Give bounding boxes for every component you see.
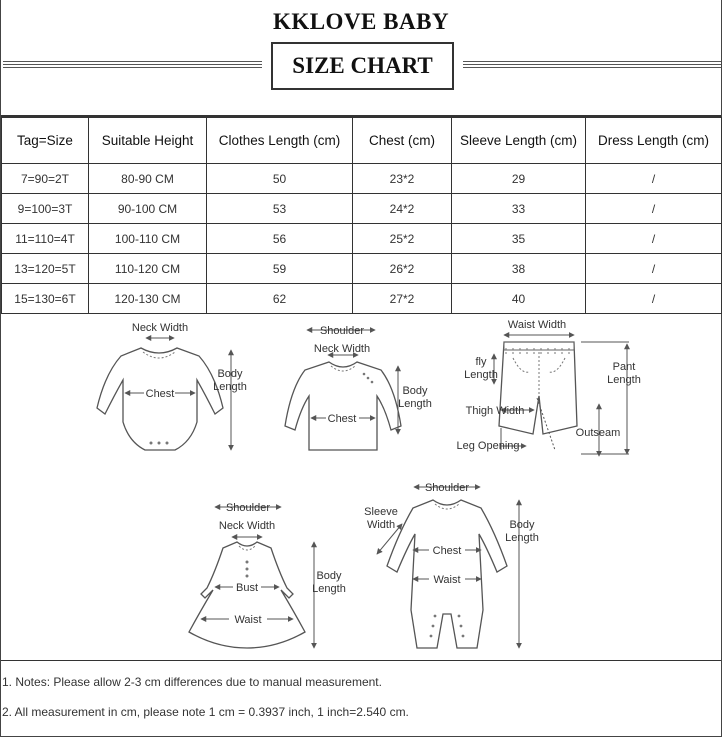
shirt-neck-width-label: Neck Width bbox=[313, 343, 371, 355]
table-cell: 27*2 bbox=[353, 284, 452, 314]
table-header-row bbox=[2, 118, 722, 164]
table-row bbox=[2, 164, 722, 194]
table-cell: / bbox=[586, 254, 722, 284]
column-header: Suitable Height bbox=[89, 118, 207, 164]
pants-waist-width-label: Waist Width bbox=[507, 319, 567, 331]
romper-shoulder-label: Shoulder bbox=[424, 482, 470, 494]
column-header: Sleeve Length (cm) bbox=[452, 118, 586, 164]
dress-length-label: Length bbox=[312, 583, 346, 595]
table-cell: 26*2 bbox=[353, 254, 452, 284]
column-header: Tag=Size bbox=[2, 118, 89, 164]
dress-neck-width-label: Neck Width bbox=[218, 520, 276, 532]
table-cell: 25*2 bbox=[353, 224, 452, 254]
romper-sleeve-label: Sleeve bbox=[364, 506, 398, 518]
header bbox=[1, 0, 721, 117]
table-cell: 7=90=2T bbox=[2, 164, 89, 194]
brand-name: KKLOVE BABY bbox=[272, 9, 450, 34]
column-header: Clothes Length (cm) bbox=[207, 118, 353, 164]
dress-shoulder-label: Shoulder bbox=[225, 502, 271, 514]
notes-section bbox=[1, 667, 721, 727]
romper-illustration bbox=[377, 487, 519, 648]
table-row bbox=[2, 224, 722, 254]
pants-pant-length-label: Length bbox=[607, 374, 641, 386]
bodysuit-neck-width-label: Neck Width bbox=[131, 322, 189, 334]
decorative-rule-right bbox=[463, 61, 721, 68]
table-cell: 120-130 CM bbox=[89, 284, 207, 314]
pants-fly-length-label: Length bbox=[464, 369, 498, 381]
shirt-chest-label: Chest bbox=[327, 413, 357, 425]
table-cell: 15=130=6T bbox=[2, 284, 89, 314]
table-cell: 56 bbox=[207, 224, 353, 254]
pants-outseam-label: Outseam bbox=[575, 427, 621, 439]
table-cell: 33 bbox=[452, 194, 586, 224]
dress-bust-label: Bust bbox=[235, 582, 259, 594]
pants-leg-opening-label: Leg Opening bbox=[456, 440, 520, 452]
table-cell: 29 bbox=[452, 164, 586, 194]
column-header: Chest (cm) bbox=[353, 118, 452, 164]
table-row bbox=[2, 254, 722, 284]
table-cell: 100-110 CM bbox=[89, 224, 207, 254]
table-cell: 80-90 CM bbox=[89, 164, 207, 194]
pants-pant-label: Pant bbox=[612, 361, 636, 373]
table-cell: 59 bbox=[207, 254, 353, 284]
garment-illustrations bbox=[1, 314, 721, 660]
romper-length-label: Length bbox=[505, 532, 539, 544]
table-cell: 23*2 bbox=[353, 164, 452, 194]
dress-waist-label: Waist bbox=[234, 614, 262, 626]
bodysuit-length-label: Length bbox=[213, 381, 247, 393]
table-cell: 50 bbox=[207, 164, 353, 194]
romper-chest-label: Chest bbox=[432, 545, 462, 557]
shirt-shoulder-label: Shoulder bbox=[319, 325, 365, 337]
table-cell: 38 bbox=[452, 254, 586, 284]
table-cell: 9=100=3T bbox=[2, 194, 89, 224]
table-cell: 110-120 CM bbox=[89, 254, 207, 284]
column-header: Dress Length (cm) bbox=[586, 118, 722, 164]
table-cell: 62 bbox=[207, 284, 353, 314]
dress-body-label: Body bbox=[316, 570, 342, 582]
table-cell: 24*2 bbox=[353, 194, 452, 224]
romper-waist-label: Waist bbox=[433, 574, 461, 586]
measurement-diagram bbox=[1, 314, 721, 661]
shirt-length-label: Length bbox=[398, 398, 432, 410]
table-cell: 11=110=4T bbox=[2, 224, 89, 254]
romper-body-label: Body bbox=[509, 519, 535, 531]
bodysuit-body-label: Body bbox=[217, 368, 243, 380]
size-table bbox=[1, 117, 722, 314]
table-cell: 53 bbox=[207, 194, 353, 224]
size-chart-title: SIZE CHART bbox=[271, 42, 454, 90]
bodysuit-chest-label: Chest bbox=[145, 388, 175, 400]
table-cell: / bbox=[586, 194, 722, 224]
table-cell: 35 bbox=[452, 224, 586, 254]
note-unit-conversion: 2. All measurement in cm, please note 1 cm = 0.3937 inch, 1 inch=2.540 cm. bbox=[2, 705, 409, 719]
pants-thigh-width-label: Thigh Width bbox=[465, 405, 525, 417]
note-manual-measurement: 1. Notes: Please allow 2-3 cm differences due to manual measurement. bbox=[2, 675, 382, 689]
table-cell: / bbox=[586, 284, 722, 314]
table-cell: 40 bbox=[452, 284, 586, 314]
table-cell: / bbox=[586, 224, 722, 254]
pants-fly-label: fly bbox=[475, 356, 487, 368]
table-row bbox=[2, 194, 722, 224]
table-cell: 13=120=5T bbox=[2, 254, 89, 284]
table-cell: 90-100 CM bbox=[89, 194, 207, 224]
table-cell: / bbox=[586, 164, 722, 194]
shirt-body-label: Body bbox=[402, 385, 428, 397]
romper-width-label: Width bbox=[366, 519, 396, 531]
decorative-rule-left bbox=[3, 61, 262, 68]
table-row bbox=[2, 284, 722, 314]
